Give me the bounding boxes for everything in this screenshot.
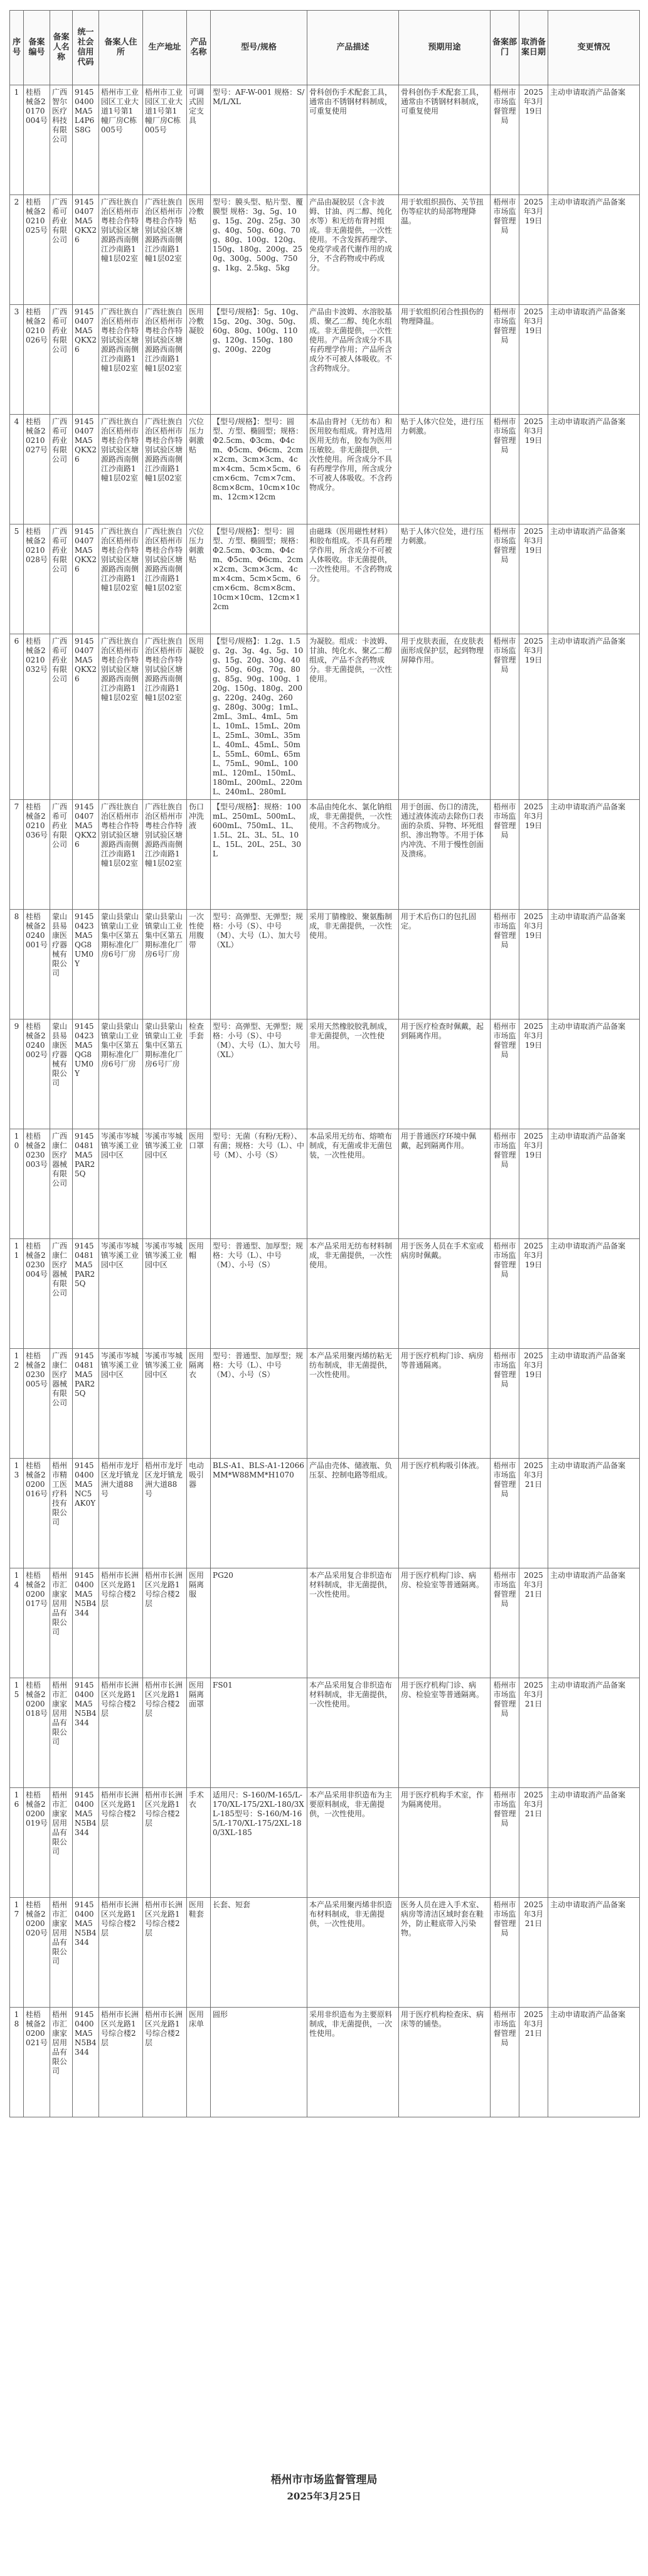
- cell-residence: 广西壮族自治区梧州市粤桂合作特别试验区塘源路西南侧江沙南路1幢1层02室: [99, 524, 143, 634]
- cell-change: 主动申请取消产品备案: [548, 2008, 640, 2117]
- cell-model: 型号：AF-W-001 规格：S/M/L/XL: [211, 85, 307, 195]
- cell-description: 产品由凝胶层（含卡波姆、甘油、丙二醇、纯化水等）和无纺布背衬组成。非无菌提供，一次性使用。不含发挥药理学、免疫学或者代谢作用的成分，不含药物或中药成分。: [307, 195, 399, 305]
- cell-model: 型号：无菌（有粉/无粉）、有菌；规格：大号（L）、中号（M）、小号（S）: [211, 1129, 307, 1239]
- cell-model: 型号：高弹型、无弹型；规格：小号（S）、中号（M）、大号（L）、加大号（XL）: [211, 910, 307, 1019]
- cell-cancel-date: 2025年3月19日: [519, 305, 548, 415]
- cell-credit-code: 91450423MA5QG8UM0Y: [73, 1019, 99, 1129]
- cell-cancel-date: 2025年3月19日: [519, 910, 548, 1019]
- cell-filing-no: 桂梧械备20240001号: [24, 910, 50, 1019]
- cell-filer: 广西希可药业有限公司: [50, 524, 73, 634]
- cell-intended-use: 骨科创伤手术配套工具，通常由不锈钢材料制成，可重复使用: [399, 85, 491, 195]
- cell-filing-no: 桂梧械备20200021号: [24, 2008, 50, 2117]
- cell-dept: 梧州市市场监督管理局: [491, 634, 519, 800]
- cell-production-address: 广西壮族自治区梧州市粤桂合作特别试验区塘源路西南侧江沙南路1幢1层02室: [143, 634, 187, 800]
- cell-change: 主动申请取消产品备案: [548, 1788, 640, 1898]
- table-header-row: [10, 11, 640, 85]
- header-change: 变更情况: [548, 11, 640, 85]
- cell-dept: 梧州市市场监督管理局: [491, 1898, 519, 2008]
- cell-intended-use: 贴于人体穴位处，进行压力刺激。: [399, 415, 491, 524]
- cell-credit-code: 91450400MA5N5B4344: [73, 1678, 99, 1788]
- cell-filing-no: 桂梧械备20230005号: [24, 1349, 50, 1459]
- cell-filing-no: 桂梧械备20240002号: [24, 1019, 50, 1129]
- cell-filing-no: 桂梧械备20200020号: [24, 1898, 50, 2008]
- cell-intended-use: 用于医疗机构手术室，作为隔离使用。: [399, 1788, 491, 1898]
- cell-no: 6: [10, 634, 24, 800]
- cell-product-name: 医用凝胶: [187, 634, 211, 800]
- cell-cancel-date: 2025年3月21日: [519, 2008, 548, 2117]
- cell-product-name: 可调式固定支具: [187, 85, 211, 195]
- cell-residence: 梧州市龙圩区龙圩镇龙洲大道88号: [99, 1459, 143, 1568]
- table-row: [10, 1788, 640, 1898]
- cell-intended-use: 用于软组织闭合性损伤的物理降温。: [399, 305, 491, 415]
- cell-credit-code: 91450400MA5N5B4344: [73, 1898, 99, 2008]
- cell-change: 主动申请取消产品备案: [548, 634, 640, 800]
- cell-filing-no: 桂梧械备20200016号: [24, 1459, 50, 1568]
- cell-description: 本产品采用聚丙烯非织造布材料制成，非无菌提供，一次性使用。: [307, 1898, 399, 2008]
- cell-filer: 蒙山县易康医疗器械有限公司: [50, 910, 73, 1019]
- cell-product-name: 医用床单: [187, 2008, 211, 2117]
- header-filing_no: 备案编号: [24, 11, 50, 85]
- cell-cancel-date: 2025年3月19日: [519, 85, 548, 195]
- cell-no: 4: [10, 415, 24, 524]
- cell-no: 16: [10, 1788, 24, 1898]
- table-row: [10, 524, 640, 634]
- cell-change: 主动申请取消产品备案: [548, 1349, 640, 1459]
- cell-cancel-date: 2025年3月19日: [519, 524, 548, 634]
- cell-filer: 梧州市汇康家居用品有限公司: [50, 2008, 73, 2117]
- cell-dept: 梧州市市场监督管理局: [491, 1129, 519, 1239]
- cell-cancel-date: 2025年3月19日: [519, 634, 548, 800]
- cell-description: 采用丁腈橡胶、聚氨酯制成，非无菌提供，一次性使用。: [307, 910, 399, 1019]
- cell-credit-code: 91450400MA5N5B4344: [73, 1568, 99, 1678]
- cell-intended-use: 用于医疗机构检查床、病床等的铺垫。: [399, 2008, 491, 2117]
- cell-model: 型号：膜头型、贴片型、覆膜型 规格：3g、5g、10g、15g、20g、25g、30g、40g、50g、60g、70g、80g、100g、120g、150g、180g、200g、250g、300g、500g、750g、1kg、2.5kg、5kg: [211, 195, 307, 305]
- cell-change: 主动申请取消产品备案: [548, 1459, 640, 1568]
- cell-intended-use: 用于医疗机构吸引体液。: [399, 1459, 491, 1568]
- cell-intended-use: 用于术后伤口的包扎固定。: [399, 910, 491, 1019]
- cell-production-address: 梧州市长洲区兴龙路1号综合楼2层: [143, 1898, 187, 2008]
- table-row: [10, 1239, 640, 1349]
- cell-production-address: 蒙山县蒙山镇蒙山工业集中区第五期标准化厂房6号厂房: [143, 910, 187, 1019]
- cell-filing-no: 桂梧械备20210027号: [24, 415, 50, 524]
- cell-no: 1: [10, 85, 24, 195]
- cell-credit-code: 91450400MA5NC5AK0Y: [73, 1459, 99, 1568]
- cell-intended-use: 用于创面、伤口的清洗，通过液体流动去除伤口表面的杂质、异物、坏死组织、渗出物等。不用于体内冲洗、不用于慢性创面及溃疡。: [399, 800, 491, 910]
- cell-production-address: 广西壮族自治区梧州市粤桂合作特别试验区塘源路西南侧江沙南路1幢1层02室: [143, 305, 187, 415]
- cell-no: 18: [10, 2008, 24, 2117]
- header-filer: 备案人名称: [50, 11, 73, 85]
- cell-production-address: 梧州市工业园区工业大道1号第1幢厂房C栋005号: [143, 85, 187, 195]
- cell-filer: 广西希可药业有限公司: [50, 305, 73, 415]
- cell-product-name: 医用鞋套: [187, 1898, 211, 2008]
- cell-filing-no: 桂梧械备20210028号: [24, 524, 50, 634]
- cell-production-address: 广西壮族自治区梧州市粤桂合作特别试验区塘源路西南侧江沙南路1幢1层02室: [143, 524, 187, 634]
- cell-no: 2: [10, 195, 24, 305]
- cell-credit-code: 91450407MA5QKX26: [73, 415, 99, 524]
- cell-no: 12: [10, 1349, 24, 1459]
- table-row: [10, 1678, 640, 1788]
- table-row: [10, 1129, 640, 1239]
- cell-model: FS01: [211, 1678, 307, 1788]
- cell-credit-code: 91450481MA5PAR25Q: [73, 1129, 99, 1239]
- table-row: [10, 634, 640, 800]
- cell-filer: 蒙山县易康医疗器械有限公司: [50, 1019, 73, 1129]
- cell-no: 3: [10, 305, 24, 415]
- cell-description: 采用非织造布为主要原料制成，非无菌提供，一次性使用。: [307, 2008, 399, 2117]
- cell-residence: 梧州市长洲区兴龙路1号综合楼2层: [99, 1788, 143, 1898]
- cell-dept: 梧州市市场监督管理局: [491, 1459, 519, 1568]
- cell-description: 由磁珠（医用磁性材料）和胶布组成。不具有药理学作用，所含成分不可被人体吸收。非无菌提供，一次性使用。不含药物成分。: [307, 524, 399, 634]
- issuing-authority: 梧州市市场监督管理局: [270, 2474, 378, 2486]
- cell-filer: 广西康仁医疗器械有限公司: [50, 1129, 73, 1239]
- cell-filing-no: 桂梧械备20210032号: [24, 634, 50, 800]
- cell-residence: 广西壮族自治区梧州市粤桂合作特别试验区塘源路西南侧江沙南路1幢1层02室: [99, 415, 143, 524]
- cell-description: 本产品采用无纺布材料制成，非无菌提供，一次性使用。: [307, 1239, 399, 1349]
- cell-credit-code: 91450400MA5N5B4344: [73, 2008, 99, 2117]
- cell-filer: 广西希可药业有限公司: [50, 634, 73, 800]
- cell-no: 10: [10, 1129, 24, 1239]
- cell-no: 5: [10, 524, 24, 634]
- cell-cancel-date: 2025年3月19日: [519, 1129, 548, 1239]
- cell-no: 7: [10, 800, 24, 910]
- header-credit_code: 统一社会信用代码: [73, 11, 99, 85]
- cell-intended-use: 用于医疗机构门诊、病房、检验室等普通隔离。: [399, 1678, 491, 1788]
- cell-residence: 广西壮族自治区梧州市粤桂合作特别试验区塘源路西南侧江沙南路1幢1层02室: [99, 305, 143, 415]
- table-row: [10, 910, 640, 1019]
- table-row: [10, 305, 640, 415]
- cell-no: 9: [10, 1019, 24, 1129]
- table-row: [10, 195, 640, 305]
- cell-credit-code: 91450407MA5QKX26: [73, 634, 99, 800]
- cell-product-name: 医用隔离衣: [187, 1349, 211, 1459]
- cell-cancel-date: 2025年3月19日: [519, 800, 548, 910]
- cell-dept: 梧州市市场监督管理局: [491, 1019, 519, 1129]
- cell-change: 主动申请取消产品备案: [548, 1019, 640, 1129]
- cell-product-name: 检查手套: [187, 1019, 211, 1129]
- cell-change: 主动申请取消产品备案: [548, 1568, 640, 1678]
- cell-no: 17: [10, 1898, 24, 2008]
- cell-filing-no: 桂梧械备20230004号: [24, 1239, 50, 1349]
- cell-product-name: 医用隔离服: [187, 1568, 211, 1678]
- cell-product-name: 手术衣: [187, 1788, 211, 1898]
- cell-filing-no: 桂梧械备20230003号: [24, 1129, 50, 1239]
- cell-intended-use: 贴于人体穴位处，进行压力刺激。: [399, 524, 491, 634]
- cell-filer: 梧州市汇康家居用品有限公司: [50, 1788, 73, 1898]
- cell-no: 13: [10, 1459, 24, 1568]
- cell-product-name: 穴位压力刺激贴: [187, 415, 211, 524]
- cell-model: 型号：普通型、加厚型；规格：大号（L）、中号（M）、小号（S）: [211, 1349, 307, 1459]
- cell-intended-use: 医务人员在进入手术室、病房等清洁区域时套在鞋外，防止鞋底带入污染物。: [399, 1898, 491, 2008]
- cell-production-address: 岑溪市岑城镇岑溪工业园中区: [143, 1129, 187, 1239]
- cell-residence: 梧州市长洲区兴龙路1号综合楼2层: [99, 1568, 143, 1678]
- table-row: [10, 1459, 640, 1568]
- cell-intended-use: 用于软组织损伤、关节扭伤等症状的局部物理降温。: [399, 195, 491, 305]
- cell-credit-code: 91450407MA5QKX26: [73, 524, 99, 634]
- header-residence: 备案人住所: [99, 11, 143, 85]
- cell-cancel-date: 2025年3月21日: [519, 1678, 548, 1788]
- cell-production-address: 广西壮族自治区梧州市粤桂合作特别试验区塘源路西南侧江沙南路1幢1层02室: [143, 415, 187, 524]
- cell-description: 骨科创伤手术配套工具，通常由不锈钢材料制成，可重复使用: [307, 85, 399, 195]
- cell-filer: 梧州市汇康家居用品有限公司: [50, 1678, 73, 1788]
- cell-dept: 梧州市市场监督管理局: [491, 2008, 519, 2117]
- cell-model: 型号：高弹型、无弹型；规格：小号（S）、中号（M）、大号（L）、加大号（XL）: [211, 1019, 307, 1129]
- cell-product-name: 医用隔离面罩: [187, 1678, 211, 1788]
- cell-description: 产品由壳体、储液瓶、负压泵、控制电路等组成。: [307, 1459, 399, 1568]
- cell-production-address: 岑溪市岑城镇岑溪工业园中区: [143, 1349, 187, 1459]
- cell-intended-use: 用于医疗检查时佩戴，起到隔离作用。: [399, 1019, 491, 1129]
- cell-filer: 广西希可药业有限公司: [50, 415, 73, 524]
- cell-residence: 广西壮族自治区梧州市粤桂合作特别试验区塘源路西南侧江沙南路1幢1层02室: [99, 195, 143, 305]
- table-row: [10, 2008, 640, 2117]
- cell-dept: 梧州市市场监督管理局: [491, 1568, 519, 1678]
- cell-model: 【型号/规格】：规格：100mL、250mL、500mL、600mL、750mL、1L、1.5L、2L、3L、5L、10L、15L、20L、25L、30L: [211, 800, 307, 910]
- cell-filing-no: 桂梧械备20200019号: [24, 1788, 50, 1898]
- cell-dept: 梧州市市场监督管理局: [491, 85, 519, 195]
- cell-product-name: 一次性使用腹带: [187, 910, 211, 1019]
- cell-production-address: 广西壮族自治区梧州市粤桂合作特别试验区塘源路西南侧江沙南路1幢1层02室: [143, 800, 187, 910]
- cell-product-name: 电动吸引器: [187, 1459, 211, 1568]
- header-intended_use: 预期用途: [399, 11, 491, 85]
- cell-no: 14: [10, 1568, 24, 1678]
- cell-model: 型号：普通型、加厚型；规格：大号（L）、中号（M）、小号（S）: [211, 1239, 307, 1349]
- header-production_address: 生产地址: [143, 11, 187, 85]
- cell-dept: 梧州市市场监督管理局: [491, 1788, 519, 1898]
- cell-credit-code: 91450481MA5PAR25Q: [73, 1349, 99, 1459]
- cell-product-name: 伤口冲洗液: [187, 800, 211, 910]
- cell-residence: 梧州市长洲区兴龙路1号综合楼2层: [99, 2008, 143, 2117]
- cell-product-name: 医用冷敷凝胶: [187, 305, 211, 415]
- cell-residence: 蒙山县蒙山镇蒙山工业集中区第五期标准化厂房6号厂房: [99, 1019, 143, 1129]
- cell-change: 主动申请取消产品备案: [548, 1678, 640, 1788]
- cell-change: 主动申请取消产品备案: [548, 1898, 640, 2008]
- cell-product-name: 医用冷敷贴: [187, 195, 211, 305]
- cell-filer: 广西智尔医疗科技有限公司: [50, 85, 73, 195]
- cell-cancel-date: 2025年3月21日: [519, 1788, 548, 1898]
- cell-credit-code: 91450481MA5PAR25Q: [73, 1239, 99, 1349]
- cell-description: 本产品采用复合非织造布材料制成，非无菌提供，一次性使用。: [307, 1678, 399, 1788]
- cell-product-name: 穴位压力刺激贴: [187, 524, 211, 634]
- cell-filer: 梧州市汇康家居用品有限公司: [50, 1898, 73, 2008]
- cell-credit-code: 91450407MA5QKX26: [73, 195, 99, 305]
- header-no: 序号: [10, 11, 24, 85]
- cell-model: 【型号/规格】：型号：圆型、方型、椭圆型；规格：Φ2.5cm、Φ3cm、Φ4cm、Φ5cm、Φ6cm、2cm×2cm、3cm×3cm、4cm×4cm、5cm×5cm、6cm×6cm、8cm×8cm、10cm×10cm、12cm×12cm: [211, 524, 307, 634]
- cell-change: 主动申请取消产品备案: [548, 910, 640, 1019]
- cell-filing-no: 桂梧械备20200018号: [24, 1678, 50, 1788]
- cell-filer: 梧州市精工医疗科技有限公司: [50, 1459, 73, 1568]
- cell-model: BLS-A1、BLS-A1-12066MM*W88MM*H1070: [211, 1459, 307, 1568]
- cell-production-address: 梧州市龙圩区龙圩镇龙洲大道88号: [143, 1459, 187, 1568]
- cell-dept: 梧州市市场监督管理局: [491, 305, 519, 415]
- cell-credit-code: 91450400MA5N5B4344: [73, 1788, 99, 1898]
- cell-production-address: 蒙山县蒙山镇蒙山工业集中区第五期标准化厂房6号厂房: [143, 1019, 187, 1129]
- cell-change: 主动申请取消产品备案: [548, 524, 640, 634]
- cell-no: 15: [10, 1678, 24, 1788]
- cell-description: 本产品采用复合非织造布材料制成，非无菌提供，一次性使用。: [307, 1568, 399, 1678]
- cell-change: 主动申请取消产品备案: [548, 305, 640, 415]
- cell-cancel-date: 2025年3月19日: [519, 1239, 548, 1349]
- filing-cancellation-table: [9, 10, 640, 2117]
- cell-production-address: 广西壮族自治区梧州市粤桂合作特别试验区塘源路西南侧江沙南路1幢1层02室: [143, 195, 187, 305]
- table-row: [10, 800, 640, 910]
- cell-production-address: 梧州市长洲区兴龙路1号综合楼2层: [143, 2008, 187, 2117]
- cell-filing-no: 桂梧械备20200017号: [24, 1568, 50, 1678]
- cell-residence: 梧州市长洲区兴龙路1号综合楼2层: [99, 1678, 143, 1788]
- cell-production-address: 岑溪市岑城镇岑溪工业园中区: [143, 1239, 187, 1349]
- cell-credit-code: 91450407MA5QKX26: [73, 305, 99, 415]
- cell-filer: 梧州市汇康家居用品有限公司: [50, 1568, 73, 1678]
- cell-dept: 梧州市市场监督管理局: [491, 415, 519, 524]
- cell-filing-no: 桂梧械备20210036号: [24, 800, 50, 910]
- cell-cancel-date: 2025年3月21日: [519, 1459, 548, 1568]
- cell-model: 【型号/规格】：5g、10g、15g、20g、30g、50g、60g、80g、100g、110g、120g、150g、180g、200g、220g: [211, 305, 307, 415]
- cell-model: 适用尺：S-160/M-165/L-170/XL-175/2XL-180/3XL-185型号：S-160/M-165/L-170/XL-175/2XL-180/3XL-185: [211, 1788, 307, 1898]
- cell-dept: 梧州市市场监督管理局: [491, 524, 519, 634]
- cell-model: 长套、短套: [211, 1898, 307, 2008]
- header-cancel_date: 取消备案日期: [519, 11, 548, 85]
- cell-product-name: 医用帽: [187, 1239, 211, 1349]
- cell-change: 主动申请取消产品备案: [548, 195, 640, 305]
- cell-cancel-date: 2025年3月21日: [519, 1898, 548, 2008]
- table-row: [10, 1898, 640, 2008]
- cell-change: 主动申请取消产品备案: [548, 415, 640, 524]
- cell-filing-no: 桂梧械备20210025号: [24, 195, 50, 305]
- cell-no: 8: [10, 910, 24, 1019]
- cell-production-address: 梧州市长洲区兴龙路1号综合楼2层: [143, 1568, 187, 1678]
- cell-dept: 梧州市市场监督管理局: [491, 1678, 519, 1788]
- cell-cancel-date: 2025年3月19日: [519, 1349, 548, 1459]
- cell-dept: 梧州市市场监督管理局: [491, 800, 519, 910]
- cell-description: 本产品采用非织造布为主要原料制成，非无菌提供，一次性使用。: [307, 1788, 399, 1898]
- cell-filing-no: 桂梧械备20170004号: [24, 85, 50, 195]
- cell-cancel-date: 2025年3月19日: [519, 195, 548, 305]
- table-row: [10, 85, 640, 195]
- table-row: [10, 1568, 640, 1678]
- cell-credit-code: 91450400MA5L4P6S8G: [73, 85, 99, 195]
- cell-description: 产品由卡波姆、水溶胶基质、聚乙二醇、纯化水组成。非无菌提供，一次性使用。产品所含成分不具有药理学作用；产品所含成分不可被人体吸收。不含药物成分。: [307, 305, 399, 415]
- cell-intended-use: 用于医务人员在手术室或病房时佩戴。: [399, 1239, 491, 1349]
- cell-change: 主动申请取消产品备案: [548, 800, 640, 910]
- cell-residence: 岑溪市岑城镇岑溪工业园中区: [99, 1239, 143, 1349]
- cell-filing-no: 桂梧械备20210026号: [24, 305, 50, 415]
- cell-residence: 广西壮族自治区梧州市粤桂合作特别试验区塘源路西南侧江沙南路1幢1层02室: [99, 634, 143, 800]
- cell-model: 【型号/规格】：型号：圆型、方型、椭圆型；规格：Φ2.5cm、Φ3cm、Φ4cm、Φ5cm、Φ6cm、2cm×2cm、3cm×3cm、4cm×4cm、5cm×5cm、6cm×6cm、7cm×7cm、8cm×8cm、10cm×10cm、12cm×12cm: [211, 415, 307, 524]
- table-row: [10, 1019, 640, 1129]
- cell-filer: 广西康仁医疗器械有限公司: [50, 1349, 73, 1459]
- cell-model: 圆形: [211, 2008, 307, 2117]
- cell-filer: 广西康仁医疗器械有限公司: [50, 1239, 73, 1349]
- cell-production-address: 梧州市长洲区兴龙路1号综合楼2层: [143, 1678, 187, 1788]
- cell-intended-use: 用于皮肤表面，在皮肤表面形成保护层，起到物理屏障作用。: [399, 634, 491, 800]
- cell-model: 【型号/规格】：1.2g、1.5g、2g、3g、4g、5g、10g、15g、20g、30g、40g、50g、60g、70g、80g、85g、90g、100g、120g、150g、180g、200g、220g、240g、260g、280g、300g；1mL、2mL、3mL、4mL、5mL、10mL、15mL、20mL、25mL、30mL、35mL、40mL、45mL、50mL、55mL、60mL、65mL、75mL、90mL、100mL、120mL、150mL、180mL、200mL、220mL、240mL、280mL: [211, 634, 307, 800]
- cell-change: 主动申请取消产品备案: [548, 1239, 640, 1349]
- cell-intended-use: 用于医疗机构门诊、病房等普通隔离。: [399, 1349, 491, 1459]
- cell-description: 采用天然橡胶胶乳制成，非无菌提供，一次性使用。: [307, 1019, 399, 1129]
- cell-filer: 广西希可药业有限公司: [50, 800, 73, 910]
- header-dept: 备案部门: [491, 11, 519, 85]
- cell-change: 主动申请取消产品备案: [548, 85, 640, 195]
- cell-description: 本品由背衬（无纺布）和医用胶布组成。背衬选用医用无纺布，胶布为医用压敏胶。非无菌提供，一次性使用。所含成分不具有药理学作用，所含成分不可被人体吸收。不含药物成分。: [307, 415, 399, 524]
- cell-dept: 梧州市市场监督管理局: [491, 195, 519, 305]
- cell-credit-code: 91450407MA5QKX26: [73, 800, 99, 910]
- table-row: [10, 1349, 640, 1459]
- cell-change: 主动申请取消产品备案: [548, 1129, 640, 1239]
- header-description: 产品描述: [307, 11, 399, 85]
- cell-dept: 梧州市市场监督管理局: [491, 1349, 519, 1459]
- cell-intended-use: 用于普通医疗环境中佩戴，起到隔离作用。: [399, 1129, 491, 1239]
- cell-filer: 广西希可药业有限公司: [50, 195, 73, 305]
- cell-description: 本品由纯化水、氯化钠组成，非无菌提供，一次性使用。不含药物成分。: [307, 800, 399, 910]
- cell-no: 11: [10, 1239, 24, 1349]
- cell-cancel-date: 2025年3月19日: [519, 1019, 548, 1129]
- table-row: [10, 415, 640, 524]
- cell-description: 本品采用无纺布、熔喷布制成，有无菌或非无菌包装，一次性使用。: [307, 1129, 399, 1239]
- cell-cancel-date: 2025年3月19日: [519, 415, 548, 524]
- cell-residence: 梧州市长洲区兴龙路1号综合楼2层: [99, 1898, 143, 2008]
- cell-residence: 梧州市工业园区工业大道1号第1幢厂房C栋005号: [99, 85, 143, 195]
- cell-cancel-date: 2025年3月21日: [519, 1568, 548, 1678]
- cell-model: PG20: [211, 1568, 307, 1678]
- header-product_name: 产品名称: [187, 11, 211, 85]
- cell-residence: 广西壮族自治区梧州市粤桂合作特别试验区塘源路西南侧江沙南路1幢1层02室: [99, 800, 143, 910]
- cell-dept: 梧州市市场监督管理局: [491, 1239, 519, 1349]
- cell-residence: 岑溪市岑城镇岑溪工业园中区: [99, 1129, 143, 1239]
- cell-dept: 梧州市市场监督管理局: [491, 910, 519, 1019]
- cell-residence: 蒙山县蒙山镇蒙山工业集中区第五期标准化厂房6号厂房: [99, 910, 143, 1019]
- header-model: 型号/规格: [211, 11, 307, 85]
- cell-product-name: 医用口罩: [187, 1129, 211, 1239]
- cell-production-address: 梧州市长洲区兴龙路1号综合楼2层: [143, 1788, 187, 1898]
- issue-date: 2025年3月25日: [287, 2491, 361, 2502]
- cell-credit-code: 91450423MA5QG8UM0Y: [73, 910, 99, 1019]
- cell-residence: 岑溪市岑城镇岑溪工业园中区: [99, 1349, 143, 1459]
- cell-intended-use: 用于医疗机构门诊、病房、检验室等普通隔离。: [399, 1568, 491, 1678]
- cell-description: 本产品采用聚丙烯纺粘无纺布制成，非无菌提供，一次性使用。: [307, 1349, 399, 1459]
- cell-description: 为凝胶。组成：卡波姆、甘油、纯化水、聚乙二醇组成，产品不含药物成分。非无菌提供，一次性使用。: [307, 634, 399, 800]
